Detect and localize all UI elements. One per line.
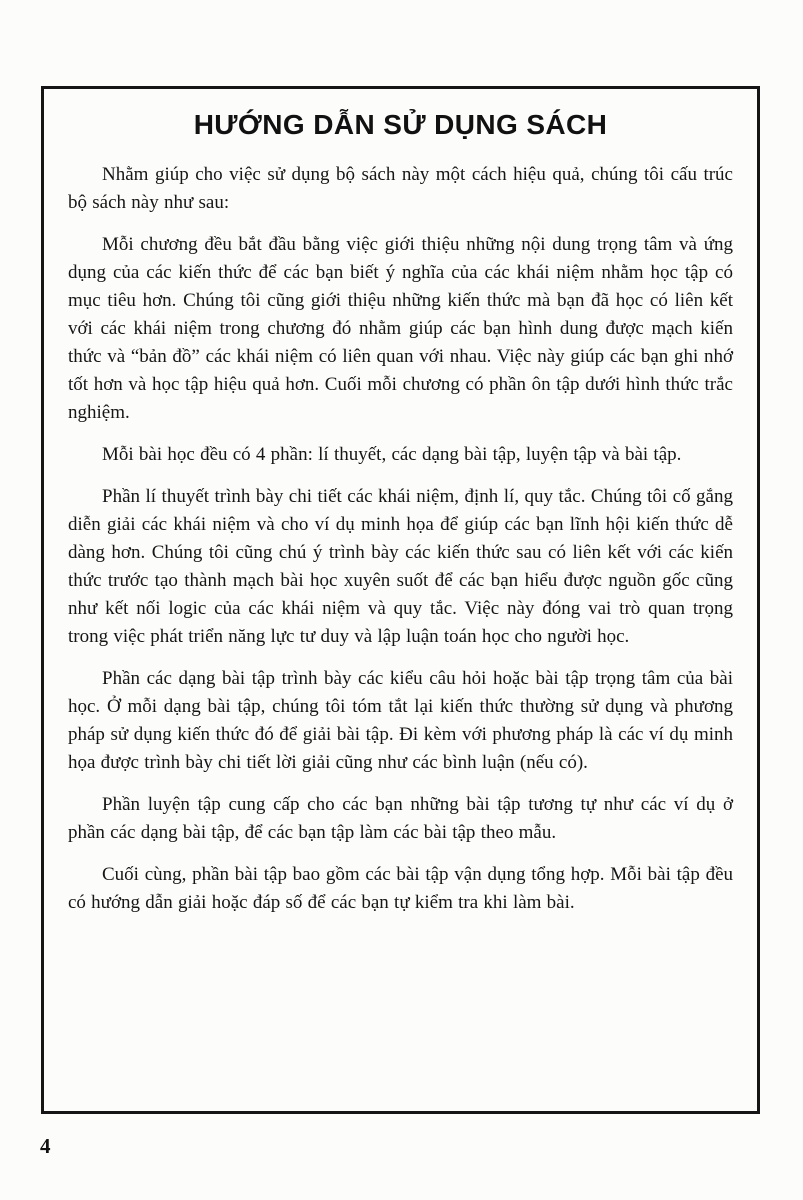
paragraph-theory-section: Phần lí thuyết trình bày chi tiết các khái niệm, định lí, quy tắc. Chúng tôi cố gắng diễn giải các khái niệm và cho ví dụ minh họa để giúp các bạn lĩnh hội kiến thức dễ dàng hơn. Chúng tôi cũng chú ý trình bày các kiến thức sau có liên kết với các kiến thức trước tạo thành mạch bài học xuyên suốt để các bạn hiểu được nguồn gốc cũng như kết nối logic của các khái niệm và quy tắc. Việc này đóng vai trò quan trọng trong việc phát triển năng lực tư duy và lập luận toán học cho người học. bbox=[68, 486, 733, 647]
page-number: 4 bbox=[40, 1134, 51, 1158]
paragraph-chapter-structure: Mỗi chương đều bắt đầu bằng việc giới thiệu những nội dung trọng tâm và ứng dụng của các kiến thức để các bạn biết ý nghĩa của các khái niệm nhằm học tập có mục tiêu hơn. Chúng tôi cũng giới thiệu những kiến thức mà bạn đã học có liên kết với các khái niệm trong chương đó nhằm giúp các bạn hình dung được mạch kiến thức và “bản đồ” các khái niệm có liên quan với nhau. Việc này giúp các bạn ghi nhớ tốt hơn và học tập hiệu quả hơn. Cuối mỗi chương có phần ôn tập dưới hình thức trắc nghiệm. bbox=[68, 234, 733, 423]
page-title: HƯỚNG DẪN SỬ DỤNG SÁCH bbox=[193, 109, 608, 140]
paragraph-lesson-parts: Mỗi bài học đều có 4 phần: lí thuyết, các dạng bài tập, luyện tập và bài tập. bbox=[102, 444, 682, 465]
content-frame bbox=[41, 86, 760, 1114]
paragraph-intro: Nhằm giúp cho việc sử dụng bộ sách này một cách hiệu quả, chúng tôi cấu trúc bộ sách này như sau: bbox=[68, 164, 733, 213]
body-text bbox=[68, 161, 733, 917]
paragraph-final-exercises-section: Cuối cùng, phần bài tập bao gồm các bài tập vận dụng tổng hợp. Mỗi bài tập đều có hướng dẫn giải hoặc đáp số để các bạn tự kiểm tra khi làm bài. bbox=[68, 864, 733, 913]
paragraph-exercise-types-section: Phần các dạng bài tập trình bày các kiểu câu hỏi hoặc bài tập trọng tâm của bài học. Ở mỗi dạng bài tập, chúng tôi tóm tắt lại kiến thức thường sử dụng và phương pháp sử dụng kiến thức đó để giải bài tập. Đi kèm với phương pháp là các ví dụ minh họa được trình bày chi tiết lời giải cũng như các bình luận (nếu có). bbox=[68, 668, 733, 773]
paragraph-practice-section: Phần luyện tập cung cấp cho các bạn những bài tập tương tự như các ví dụ ở phần các dạng bài tập, để các bạn tập làm các bài tập theo mẫu. bbox=[68, 794, 733, 843]
